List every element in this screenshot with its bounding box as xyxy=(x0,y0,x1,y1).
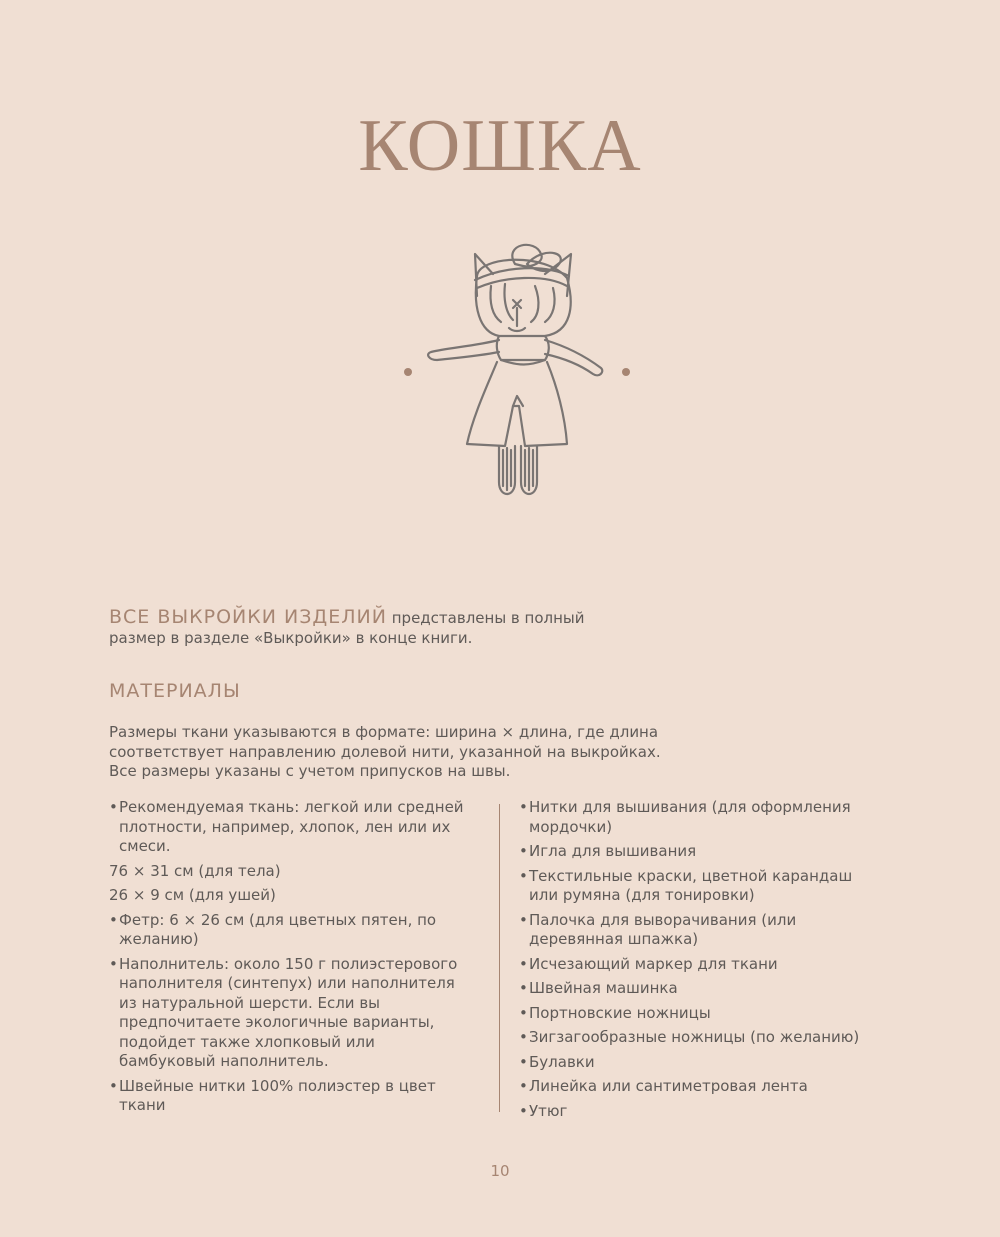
material-item xyxy=(109,911,469,950)
page-title: КОШКА xyxy=(358,105,642,187)
intro-text-line2: размер в разделе «Выкройки» в конце книги. xyxy=(109,629,473,647)
note-line: соответствует направлению долевой нити, указанной на выкройках. xyxy=(109,742,661,761)
note-line: Все размеры указаны с учетом припусков на швы. xyxy=(109,762,511,780)
decorative-dot-left xyxy=(404,368,412,376)
material-item-line: 26 × 9 см (для ушей) xyxy=(109,886,276,904)
material-item xyxy=(519,1053,879,1073)
intro-lead: ВСЕ ВЫКРОЙКИ ИЗДЕЛИЙ xyxy=(109,606,387,628)
material-item xyxy=(109,886,469,906)
material-item xyxy=(109,862,469,882)
material-item-line: • Булавки xyxy=(529,1052,595,1071)
material-item xyxy=(109,798,469,857)
material-item-line: наполнителя (синтепух) или наполнителя xyxy=(119,974,455,992)
material-item-line: подойдет также хлопковый или xyxy=(119,1032,375,1051)
materials-list-left xyxy=(109,798,469,1121)
material-item xyxy=(519,798,879,837)
page-number: 10 xyxy=(490,1162,510,1180)
material-item-line: • Утюг xyxy=(529,1101,568,1120)
material-item xyxy=(519,1028,879,1048)
material-item-line: предпочитаете экологичные варианты, xyxy=(119,1013,435,1031)
material-item-line: деревянная шпажка) xyxy=(529,930,699,948)
intro-text-line1: представлены в полный xyxy=(391,609,585,627)
material-item-line: плотности, например, хлопок, лен или их xyxy=(119,817,451,836)
materials-list-right xyxy=(519,798,879,1126)
material-item-line: • Игла для вышивания xyxy=(529,842,697,860)
material-item xyxy=(519,1004,879,1024)
material-item xyxy=(519,979,879,999)
material-item xyxy=(519,1102,879,1122)
material-item-line: • Швейные нитки 100% полиэстер в цвет xyxy=(119,1076,436,1095)
material-item xyxy=(519,842,879,862)
material-item-line: или румяна (для тонировки) xyxy=(529,886,755,904)
material-item-line: желанию) xyxy=(119,930,199,948)
material-item-line: смеси. xyxy=(119,837,171,855)
material-item-line: • Исчезающий маркер для ткани xyxy=(529,954,778,973)
material-item-line: • Палочка для выворачивания (или xyxy=(529,910,797,929)
note-line: Размеры ткани указываются в формате: ширина × длина, где длина xyxy=(109,723,659,741)
material-item-line: • Зигзагообразные ножницы (по желанию) xyxy=(529,1028,860,1046)
cat-doll-illustration xyxy=(395,236,635,506)
material-item xyxy=(519,911,879,950)
material-item xyxy=(519,955,879,975)
material-item-line: ткани xyxy=(119,1096,166,1114)
material-item-line: • Портновские ножницы xyxy=(529,1003,711,1022)
material-item-line: • Фетр: 6 × 26 см (для цветных пятен, по xyxy=(119,910,437,929)
material-item-line: • Текстильные краски, цветной карандаш xyxy=(529,866,853,885)
decorative-dot-right xyxy=(622,368,630,376)
material-item xyxy=(519,867,879,906)
material-item-line: бамбуковый наполнитель. xyxy=(119,1052,329,1070)
materials-heading: МАТЕРИАЛЫ xyxy=(109,680,241,702)
material-item-line: • Наполнитель: около 150 г полиэстерового xyxy=(119,954,458,973)
material-item-line: мордочки) xyxy=(529,817,613,836)
material-item-line: • Линейка или сантиметровая лента xyxy=(529,1077,808,1095)
material-item-line: • Швейная машинка xyxy=(529,979,678,997)
materials-note xyxy=(109,723,669,782)
material-item xyxy=(109,955,469,1072)
material-item-line: из натуральной шерсти. Если вы xyxy=(119,993,381,1012)
material-item-line: • Рекомендуемая ткань: легкой или средней xyxy=(119,798,464,816)
material-item-line: 76 × 31 см (для тела) xyxy=(109,861,281,880)
material-item-line: • Нитки для вышивания (для оформления xyxy=(529,798,851,816)
material-item xyxy=(519,1077,879,1097)
intro-paragraph xyxy=(109,607,629,648)
column-divider xyxy=(499,804,500,1112)
material-item xyxy=(109,1077,469,1116)
